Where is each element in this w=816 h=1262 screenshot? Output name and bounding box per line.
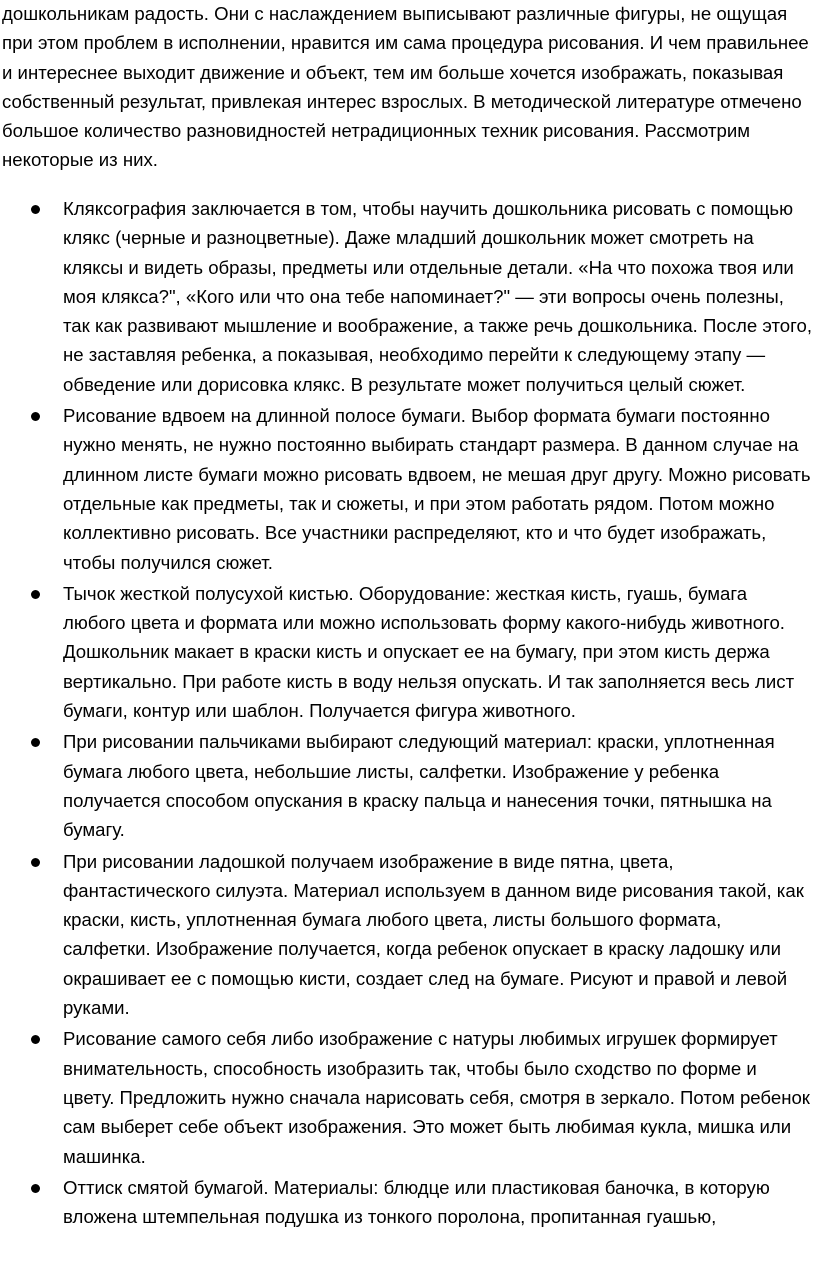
list-item <box>0 1024 816 1170</box>
list-item <box>0 1173 816 1232</box>
bullet-icon <box>31 1035 40 1044</box>
bullet-icon <box>31 412 40 421</box>
list-item <box>0 727 816 844</box>
technique-list <box>0 194 816 1233</box>
list-item-text: Рисование самого себя либо изображение с натуры любимых игрушек формирует внимательность, способность изобразить так, чтобы было сходство по форме и цвету. Предложить нужно сначала нарисовать себя, смотря в зеркало. Потом ребенок сам выберет себе объект изображения. Это может быть любимая кукла, мишка или машинка. <box>63 1028 810 1167</box>
intro-paragraph: дошкольникам радость. Они с наслаждением выписывают различные фигуры, не ощущая при этом проблем в исполнении, нравится им сама процедура рисования. И чем правильнее и интереснее выходит движение и объект, тем им больше хочется изображать, показывая собственный результат, привлекая интерес взрослых. В методической литературе отмечено большое количество разновидностей нетрадиционных техник рисования. Рассмотрим некоторые из них. <box>2 3 809 171</box>
list-item <box>0 194 816 399</box>
bullet-icon <box>31 858 40 867</box>
list-item-text: Оттиск смятой бумагой. Материалы: блюдце или пластиковая баночка, в которую вложена штемпельная подушка из тонкого поролона, пропитанная гуашью, <box>63 1176 770 1228</box>
bullet-icon <box>31 1184 40 1193</box>
list-item-text: Кляксография заключается в том, чтобы научить дошкольника рисовать с помощью клякс (черные и разноцветные). Даже младший дошкольник может смотреть на кляксы и видеть образы, предметы или отдельные детали. «На что похожа твоя или моя клякса?", «Кого или что она тебе напоминает?" — эти вопросы очень полезны, так как развивают мышление и воображение, а также речь дошкольника. После этого, не заставляя ребенка, а показывая, необходимо перейти к следующему этапу — обведение или дорисовка клякс. В результате может получиться целый сюжет. <box>63 198 812 395</box>
bullet-icon <box>31 205 40 214</box>
list-item <box>0 579 816 725</box>
list-item-text: Тычок жесткой полусухой кистью. Оборудование: жесткая кисть, гуашь, бумага любого цвета и формата или можно использовать форму какого-нибудь животного. Дошкольник макает в краски кисть и опускает ее на бумагу, при этом кисть держа вертикально. При работе кисть в воду нельзя опускать. И так заполняется весь лист бумаги, контур или шаблон. Получается фигура животного. <box>63 582 795 722</box>
bullet-icon <box>31 590 40 599</box>
list-item-text: При рисовании пальчиками выбирают следующий материал: краски, уплотненная бумага любого цвета, небольшие листы, салфетки. Изображение у ребенка получается способом опускания в краску пальца и нанесения точки, пятнышка на бумагу. <box>63 731 775 841</box>
list-item-text: При рисовании ладошкой получаем изображение в виде пятна, цвета, фантастического силуэта. Материал используем в данном виде рисования такой, как краски, кисть, уплотненная бумага любого цвета, листы большого формата, салфетки. Изображение получается, когда ребенок опускает в краску ладошку или окрашивает ее с помощью кисти, создает след на бумаге. Рисуют и правой и левой руками. <box>63 850 804 1019</box>
list-item-text: Рисование вдвоем на длинной полосе бумаги. Выбор формата бумаги постоянно нужно менять, не нужно постоянно выбирать стандарт размера. В данном случае на длинном листе бумаги можно рисовать вдвоем, не мешая друг другу. Можно рисовать отдельные как предметы, так и сюжеты, и при этом работать рядом. Потом можно коллективно рисовать. Все участники распределяют, кто и что будет изображать, чтобы получился сюжет. <box>63 405 811 573</box>
bullet-icon <box>31 738 40 747</box>
list-item <box>0 401 816 577</box>
list-item <box>0 847 816 1023</box>
